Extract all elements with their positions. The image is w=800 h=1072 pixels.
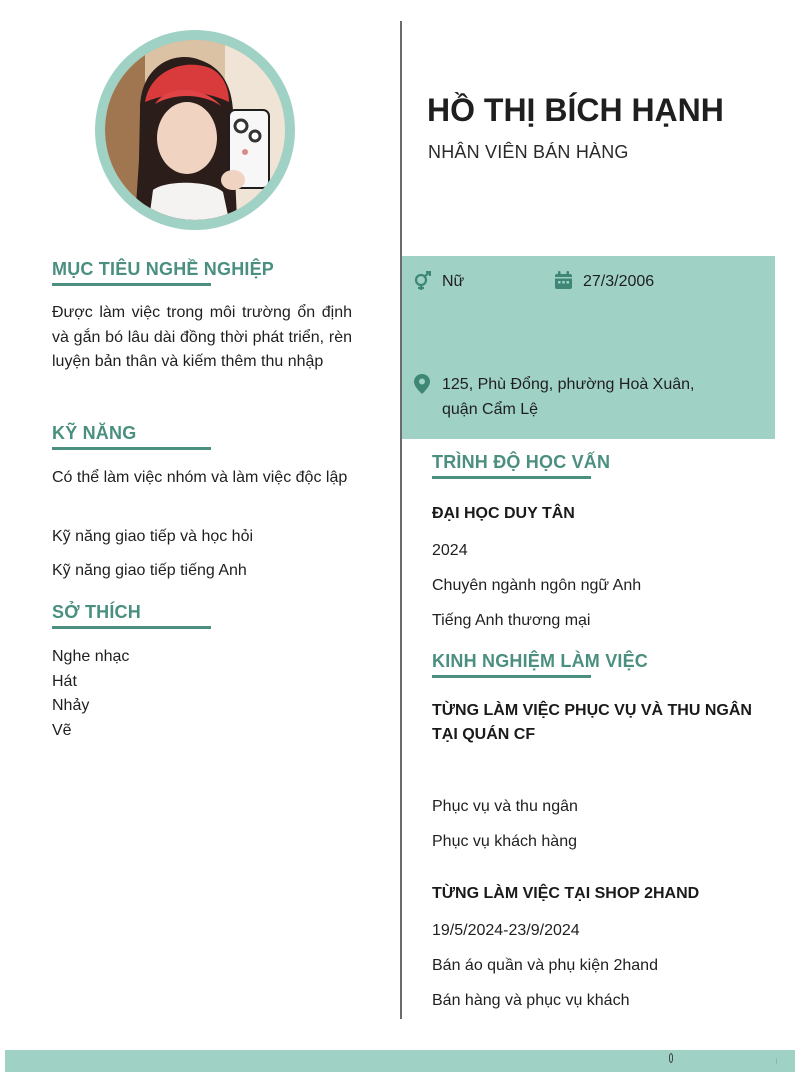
education-title: TRÌNH ĐỘ HỌC VẤN — [432, 452, 611, 472]
hobby-item: Hát — [52, 673, 77, 690]
address-line2: quận Cẩm Lệ — [442, 401, 539, 418]
birthdate-value: 27/3/2006 — [583, 273, 655, 290]
hobby-item: Nghe nhạc — [52, 648, 130, 665]
education-major: Chuyên ngành ngôn ngữ Anh — [432, 577, 642, 594]
career-goal-title: MỤC TIÊU NGHỀ NGHIỆP — [52, 259, 275, 279]
job-2-duty: Bán áo quần và phụ kiện 2hand — [432, 957, 658, 974]
footer-leaf-icon — [669, 1053, 673, 1063]
experience-title: KINH NGHIỆM LÀM VIỆC — [432, 651, 649, 671]
career-goal-text: Được làm việc trong môi trường ổn định và gắn bó lâu dài đồng thời phát triển, rèn luyện bản thân và kiếm thêm thu nhập — [52, 304, 352, 370]
hobby-item: Nhảy — [52, 697, 90, 714]
profile-photo — [105, 40, 285, 220]
column-divider — [400, 21, 402, 1019]
job-2-title: TỪNG LÀM VIỆC TẠI SHOP 2HAND — [432, 885, 700, 902]
address-line1: 125, Phù Đổng, phường Hoà Xuân, — [442, 376, 695, 393]
experience-underline — [432, 675, 591, 678]
education-underline — [432, 476, 591, 479]
job-title: NHÂN VIÊN BÁN HÀNG — [428, 142, 629, 162]
full-name: HỒ THỊ BÍCH HẠNH — [427, 92, 724, 128]
avatar — [95, 30, 295, 230]
skills-underline — [52, 447, 211, 450]
footer-band — [5, 1050, 795, 1072]
job-1-duty: Phục vụ khách hàng — [432, 833, 577, 850]
skill-item: Kỹ năng giao tiếp tiếng Anh — [52, 562, 247, 579]
gender-icon — [413, 271, 433, 291]
job-1-duty: Phục vụ và thu ngân — [432, 798, 578, 815]
skills-title: KỸ NĂNG — [52, 423, 137, 443]
profile-photo-illustration — [105, 40, 285, 220]
job-1-title-line2: TẠI QUÁN CF — [432, 726, 536, 743]
job-1-title-line1: TỪNG LÀM VIỆC PHỤC VỤ VÀ THU NGÂN — [432, 702, 752, 719]
hobby-item: Vẽ — [52, 722, 72, 739]
hobbies-underline — [52, 626, 211, 629]
hobbies-title: SỞ THÍCH — [52, 602, 141, 622]
skill-item: Có thể làm việc nhóm và làm việc độc lập — [52, 469, 348, 486]
job-2-period: 19/5/2024-23/9/2024 — [432, 922, 580, 939]
school-name: ĐẠI HỌC DUY TÂN — [432, 505, 575, 522]
education-detail: Tiếng Anh thương mại — [432, 612, 591, 629]
education-year: 2024 — [432, 542, 468, 559]
job-2-duty: Bán hàng và phục vụ khách — [432, 992, 630, 1009]
gender-value: Nữ — [442, 273, 465, 290]
footer-tick — [776, 1058, 777, 1064]
location-pin-icon — [414, 374, 430, 394]
calendar-icon — [554, 271, 573, 290]
personal-info-panel — [402, 256, 775, 439]
career-goal-underline — [52, 283, 211, 286]
skill-item: Kỹ năng giao tiếp và học hỏi — [52, 528, 254, 545]
